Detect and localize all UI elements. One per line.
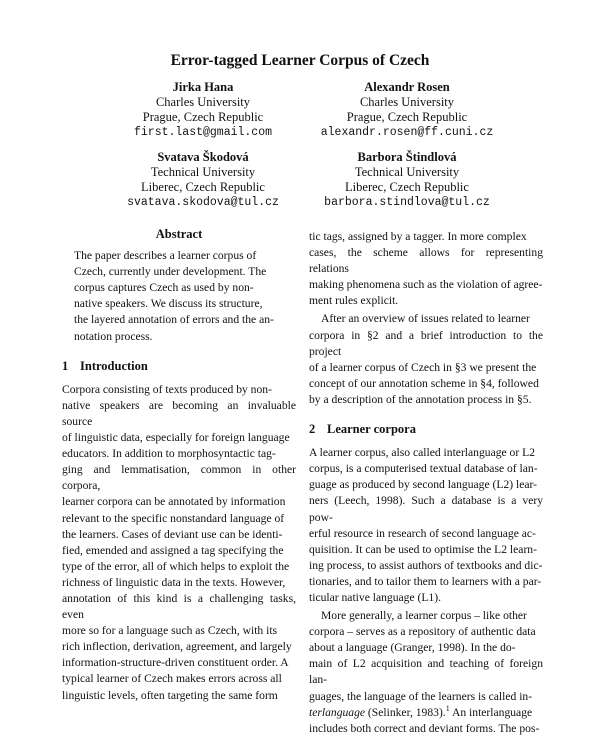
intro-paragraph bbox=[309, 311, 543, 408]
author-block bbox=[88, 80, 318, 140]
abstract-line: The paper describes a learner corpus of bbox=[74, 249, 257, 263]
body-line: erful resource in research of second language ac- bbox=[309, 526, 536, 540]
intro-continuation bbox=[309, 229, 543, 309]
body-line bbox=[309, 705, 543, 721]
body-line: concept of our annotation scheme in §4, followed bbox=[309, 376, 539, 390]
author-email: svatava.skodova@tul.cz bbox=[127, 196, 279, 209]
section-title: Learner corpora bbox=[327, 422, 416, 437]
body-line: relevant to the specific nonstandard language of bbox=[62, 511, 285, 525]
author-name: Barbora Štindlová bbox=[357, 150, 457, 164]
body-line: making phenomena such as the violation of agree- bbox=[309, 278, 543, 292]
section-heading bbox=[62, 358, 296, 374]
paper-title: Error-tagged Learner Corpus of Czech bbox=[170, 52, 430, 69]
author-name: Svatava Škodová bbox=[157, 150, 249, 164]
right-column bbox=[309, 229, 543, 737]
body-line: quisition. It can be used to optimise the L2 learn- bbox=[309, 542, 537, 556]
body-line: Corpora consisting of texts produced by non- bbox=[62, 382, 272, 396]
body-line: tic tags, assigned by a tagger. In more complex bbox=[309, 230, 527, 243]
footnote-mark[interactable]: 1 bbox=[445, 703, 450, 713]
body-line: ing process, to assist authors of textbooks and dic- bbox=[309, 558, 543, 572]
abstract-body bbox=[62, 248, 296, 345]
body-line: fied, emended and assigned a tag specifying the bbox=[62, 543, 284, 557]
author-location: Liberec, Czech Republic bbox=[345, 180, 469, 194]
body-line: annotation of this kind is a challenging tasks, even bbox=[62, 591, 296, 622]
body-line: tionaries, and to tailor them to learners with a par- bbox=[309, 574, 542, 588]
body-line: ging and lemmatisation, common in other corpora, bbox=[62, 463, 296, 493]
author-affiliation: Charles University bbox=[155, 95, 251, 109]
section-title: Introduction bbox=[80, 358, 148, 373]
author-location: Prague, Czech Republic bbox=[142, 110, 264, 124]
author-name: Alexandr Rosen bbox=[364, 80, 450, 94]
citation: (Selinker, 1983). bbox=[365, 705, 446, 719]
body-line: more so for a language such as Czech, with its bbox=[62, 624, 278, 638]
author-block bbox=[88, 150, 318, 210]
body-line: the learners. Cases of deviant use can be identi- bbox=[62, 527, 283, 541]
body-line: includes both correct and deviant forms. The pos- bbox=[309, 721, 540, 735]
author-name: Jirka Hana bbox=[172, 80, 234, 94]
body-line: information-structure-driven constituent order. A bbox=[62, 656, 289, 670]
body-line: by a description of the annotation process in §5. bbox=[309, 392, 532, 406]
body-line: More generally, a learner corpus – like other bbox=[321, 609, 527, 623]
body-line: of linguistic data, especially for foreign language bbox=[62, 431, 290, 445]
body-line: A learner corpus, also called interlanguage or L2 bbox=[309, 446, 535, 460]
author-affiliation: Technical University bbox=[150, 165, 256, 179]
body-line: cases, the scheme allows for representing relations bbox=[309, 246, 543, 276]
body-line: corpora – serves as a repository of authentic data bbox=[309, 625, 536, 639]
body-text: An interlanguage bbox=[449, 705, 533, 719]
body-line: richness of linguistic data in the texts. However, bbox=[62, 575, 286, 589]
section-heading bbox=[309, 421, 543, 437]
abstract-line: Czech, currently under development. The bbox=[74, 265, 267, 279]
body-line: learner corpora can be annotated by information bbox=[62, 495, 286, 509]
abstract-line: notation process. bbox=[74, 329, 153, 343]
author-affiliation: Charles University bbox=[359, 95, 455, 109]
body-line: rich inflection, derivation, agreement, and largely bbox=[62, 640, 292, 654]
section-number: 2 bbox=[309, 422, 316, 437]
author-location: Liberec, Czech Republic bbox=[141, 180, 265, 194]
section-body bbox=[62, 382, 296, 704]
body-line: educators. In addition to morphosyntactic tag- bbox=[62, 447, 276, 461]
author-email: barbora.stindlova@tul.cz bbox=[324, 196, 490, 209]
author-email: alexandr.rosen@ff.cuni.cz bbox=[320, 126, 494, 139]
author-email: first.last@gmail.com bbox=[133, 126, 273, 139]
author-block bbox=[292, 80, 522, 140]
left-column bbox=[62, 226, 296, 704]
body-line: of a learner corpus of Czech in §3 we present the bbox=[309, 360, 537, 374]
author-location: Prague, Czech Republic bbox=[346, 110, 468, 124]
body-line: After an overview of issues related to learner bbox=[321, 312, 530, 326]
author-affiliation: Technical University bbox=[354, 165, 460, 179]
body-line: corpus, is a computerised textual database of lan- bbox=[309, 462, 538, 476]
body-line: type of the error, all of which helps to exploit the bbox=[62, 559, 290, 573]
body-line: ment rules explicit. bbox=[309, 294, 399, 308]
body-line: guage as produced by second language (L2) lear- bbox=[309, 478, 538, 492]
abstract-line: corpus captures Czech as used by non- bbox=[74, 281, 254, 295]
abstract-line: the layered annotation of errors and the an- bbox=[74, 313, 274, 327]
body-line: ners (Leech, 1998). Such a database is a very pow- bbox=[309, 494, 543, 524]
body-line: typical learner of Czech makes errors across all bbox=[62, 672, 282, 686]
body-line: linguistic levels, often targeting the same form bbox=[62, 688, 278, 702]
abstract-heading: Abstract bbox=[155, 227, 203, 241]
body-line: main of L2 acquisition and teaching of foreign lan- bbox=[309, 657, 543, 687]
italic-term: terlanguage bbox=[309, 705, 366, 719]
abstract-line: native speakers. We discuss its structure, bbox=[74, 297, 263, 311]
body-line: ticular native language (L1). bbox=[309, 590, 441, 604]
body-line: corpora in §2 and a brief introduction to the project bbox=[309, 328, 543, 358]
section-number: 1 bbox=[62, 358, 69, 373]
body-line: native speakers are becoming an invaluable source bbox=[62, 398, 296, 428]
body-line: about a language (Granger, 1998). In the do- bbox=[309, 641, 516, 655]
section-body bbox=[309, 445, 543, 737]
body-line: guages, the language of the learners is called in- bbox=[309, 689, 533, 703]
author-block bbox=[292, 150, 522, 210]
